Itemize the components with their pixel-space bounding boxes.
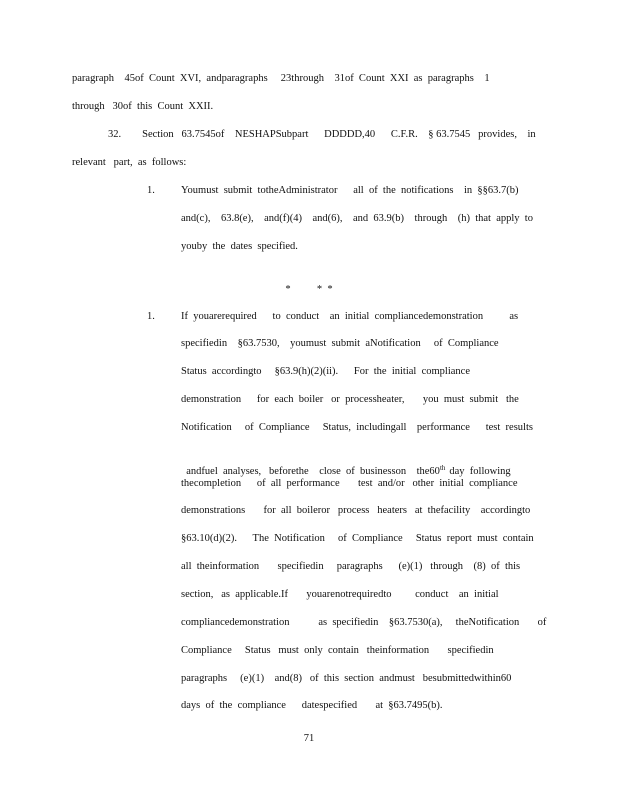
ordinal-superscript: th: [439, 464, 446, 472]
quote-line: specifiedin §63.7530, youmust submit aNotification of Compliance: [181, 338, 499, 349]
quote-line: days of the compliance datespecified at §63.7495(b).: [181, 700, 443, 711]
quote-line: and(c), 63.8(e), and(f)(4) and(6), and 63.9(b) through (h) that apply to: [181, 213, 533, 224]
body-line: paragraph 45of Count XVI, andparagraphs 23through 31of Count XXI as paragraphs 1: [72, 73, 490, 84]
ellipsis-stars: * * *: [285, 284, 333, 295]
body-line: through 30of this Count XXII.: [72, 101, 214, 112]
quote-line: Compliance Status must only contain theinformation specifiedin: [181, 645, 494, 656]
quote-line: If youarerequired to conduct an initial compliancedemonstration as: [181, 311, 519, 322]
quote-line: demonstration for each boiler or processheater, you must submit the: [181, 394, 519, 405]
list-marker: 1.: [147, 185, 155, 196]
page-number: 71: [303, 733, 315, 744]
body-line: 32. Section 63.7545of NESHAPSubpart DDDDD,40 C.F.R. § 63.7545 provides, in: [108, 129, 536, 140]
list-marker: 1.: [147, 311, 155, 322]
quote-line: Status accordingto §63.9(h)(2)(ii). For the initial compliance: [181, 366, 470, 377]
quote-line: all theinformation specifiedin paragraphs (e)(1) through (8) of this: [181, 561, 521, 572]
quote-line: compliancedemonstration as specifiedin §63.7530(a), theNotification of: [181, 617, 547, 628]
quote-line: paragraphs (e)(1) and(8) of this section andmust besubmittedwithin60: [181, 673, 512, 684]
quote-line: thecompletion of all performance test and/or other initial compliance: [181, 478, 518, 489]
quote-line: Notification of Compliance Status, includingall performance test results: [181, 422, 533, 433]
quote-line-part: day following: [449, 466, 511, 477]
quote-line: [181, 450, 511, 478]
quote-line: section, as applicable.If youarenotrequiredto conduct an initial: [181, 589, 499, 600]
quote-line: youby the dates specified.: [181, 241, 298, 252]
quote-line: demonstrations for all boileror process heaters at thefacility accordingto: [181, 505, 531, 516]
quote-line: §63.10(d)(2). The Notification of Compliance Status report must contain: [181, 533, 534, 544]
body-line: relevant part, as follows:: [72, 157, 187, 168]
quote-line-part: andfuel analyses, beforethe close of businesson the60: [186, 466, 440, 477]
quote-line: Youmust submit totheAdministrator all of the notifications in §§63.7(b): [181, 185, 519, 196]
